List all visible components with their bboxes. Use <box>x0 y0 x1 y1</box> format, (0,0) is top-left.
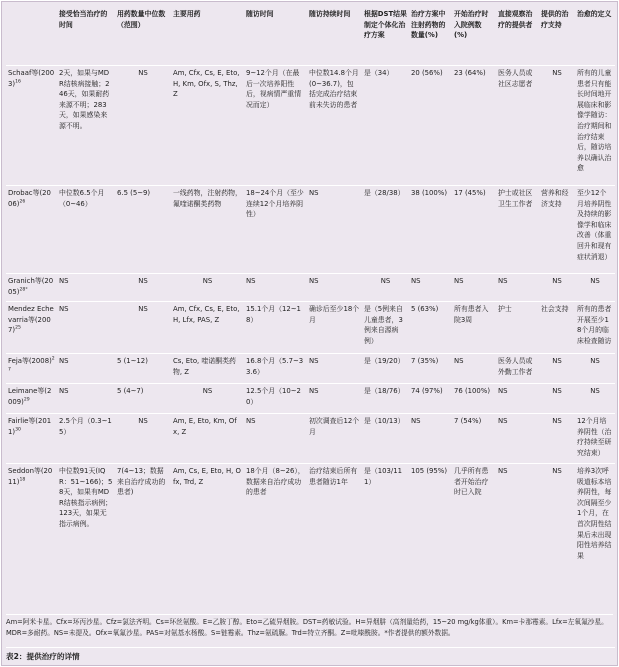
table-cell: 营养和经济支持 <box>541 189 569 208</box>
table-cell: NS <box>309 189 319 197</box>
table-cell: 中位数6.5个月（0~46） <box>59 189 105 208</box>
column-header <box>6 8 57 66</box>
table-cell: 社会支持 <box>541 305 569 313</box>
study-cell <box>6 302 57 354</box>
table-cell: NS <box>138 305 148 313</box>
column-header: 根据DST结果制定个体化治疗方案 <box>364 10 407 40</box>
table-cell: 15.1个月（12~18） <box>246 305 301 324</box>
table-cell: 治疗结束后所有患者随访1年 <box>309 467 358 486</box>
table-row <box>6 302 615 354</box>
reference-number: 26 <box>19 199 26 205</box>
study-name: Drobac等(2006) <box>8 189 51 208</box>
table-cell: NS <box>552 387 562 395</box>
study-name: Schaaf等(2003) <box>8 69 55 88</box>
table-cell: NS <box>246 277 256 285</box>
column-header: 治疗方案中注射药物的数量(%) <box>411 10 446 40</box>
table-cell: 2.5个月（0.3~15） <box>59 417 112 436</box>
study-cell <box>6 384 57 414</box>
column-header: 随访时间 <box>246 10 274 18</box>
table-row <box>6 66 615 186</box>
table-cell: NS <box>498 277 508 285</box>
treatment-details-table <box>6 8 615 576</box>
table-cell: NS <box>411 417 421 425</box>
column-header: 接受恰当治疗的时间 <box>59 10 108 29</box>
table-cell: 确诊后至少18个月 <box>309 305 360 324</box>
table-cell: 所有的患者开展至少18个月的临床检查随访 <box>577 305 612 345</box>
table-cell: NS <box>552 467 562 475</box>
table-cell: NS <box>590 357 600 365</box>
table-cell: 所有的儿童患者只有能长时间地开展临床和影像学随访：治疗期间和治疗结束后，随访培养以确认治愈 <box>577 69 612 173</box>
column-header: 主要用药 <box>173 10 201 18</box>
table-cell: 所有患者入院3周 <box>454 305 489 324</box>
table-cell: NS <box>411 277 421 285</box>
column-header: 随访持续时间 <box>309 10 351 18</box>
table-cell: 74 (97%) <box>411 387 443 395</box>
table-cell: Am, Cfx, Cs, E, Eto, H, Km, Ofx, S, Thz, Z <box>173 69 240 99</box>
table-cell: 105 (95%) <box>411 467 448 475</box>
study-cell <box>6 414 57 464</box>
reference-number: 28* <box>19 287 28 293</box>
table-cell: NS <box>138 417 148 425</box>
study-name: Feja等(2008) <box>8 357 52 365</box>
table-cell: 是（28/38） <box>364 189 405 197</box>
table-cell: 至少12个月培养阴性及持续的影像学和临床改善（体重回升和现有症状消退） <box>577 189 612 261</box>
reference-number: 27 <box>8 356 55 373</box>
table-caption: 表2：提供治疗的详情 <box>6 647 615 663</box>
table-cell: NS <box>309 387 319 395</box>
study-name: Fairlie等(2011) <box>8 417 52 436</box>
study-cell <box>6 274 57 302</box>
table-cell: 医务人员或社区志愿者 <box>498 69 533 88</box>
reference-number: 29 <box>23 397 30 403</box>
table-cell: NS <box>552 417 562 425</box>
study-name: Leimane等(2009) <box>8 387 52 406</box>
study-name: Seddon等(2011) <box>8 467 53 486</box>
table-cell: 6.5 (5~9) <box>117 189 151 197</box>
table-cell: 几乎所有患者开始治疗时已入院 <box>454 467 489 497</box>
table-cell: 5 (63%) <box>411 305 439 313</box>
study-cell <box>6 66 57 186</box>
table-cell: 20 (56%) <box>411 69 443 77</box>
table-cell: 17 (45%) <box>454 189 486 197</box>
column-header: 用药数量中位数（范围） <box>117 10 166 29</box>
table-cell: NS <box>59 387 69 395</box>
table-cell: NS <box>138 69 148 77</box>
table-cell: NS <box>498 417 508 425</box>
table-cell: 培养3次呼吸道标本培养阴性，每次间隔至少1个月，在首次阴性结果后未出现阳性培养结果 <box>577 467 612 560</box>
table-cell: 12.5个月（10~20） <box>246 387 301 406</box>
reference-number: 16 <box>15 79 21 85</box>
table-cell: NS <box>552 357 562 365</box>
column-header: 直接观察治疗的提供者 <box>498 10 533 29</box>
table-cell: 中位数14.8个月(0~36.7)，包括完成治疗结束前未失访的患者 <box>309 69 359 109</box>
table-cell: NS <box>59 277 69 285</box>
table-cell: 是（103/111） <box>364 467 403 486</box>
table-cell: 是（10/13） <box>364 417 405 425</box>
table-cell: 38 (100%) <box>411 189 448 197</box>
study-cell <box>6 186 57 274</box>
reference-number: 25 <box>15 325 21 331</box>
table-cell: NS <box>59 305 69 313</box>
table-cell: 一线药物，注射药物，氟喹诺酮类药物 <box>173 189 242 208</box>
table-cell: NS <box>590 387 600 395</box>
table-cell: NS <box>454 277 464 285</box>
column-header: 开始治疗时入院例数(%) <box>454 10 489 40</box>
table-cell: NS <box>309 357 319 365</box>
table-cell: 是（34） <box>364 69 394 77</box>
column-header: 治愈的定义 <box>577 10 612 18</box>
table-cell: 是（19/20） <box>364 357 405 365</box>
table-cell: 医务人员或外勤工作者 <box>498 357 533 376</box>
study-cell <box>6 354 57 384</box>
table-cell: 5 (1~12) <box>117 357 148 365</box>
table-cell: Am, Cs, E, Eto, H, Ofx, Trd, Z <box>173 467 241 486</box>
table-cell: NS <box>380 277 391 285</box>
table-cell: 护士或社区卫生工作者 <box>498 189 533 208</box>
table-cell: 2天，如果与MDR结核病接触；246天，如果耐药来源不明；283天，如果感染来源不明。 <box>59 69 110 130</box>
table-cell: NS <box>498 467 508 475</box>
table-cell: 是（18/76） <box>364 387 405 395</box>
table-cell: NS <box>246 417 256 425</box>
table-cell: 9~12个月（在最后一次培养阳性后，视病情严重情况而定） <box>246 69 302 109</box>
table-cell: 7 (54%) <box>454 417 482 425</box>
study-name: Mendez Echevarria等(2007) <box>8 305 54 335</box>
table-cell: Am, Cfx, Cs, E, Eto, H, Lfx, PAS, Z <box>173 305 240 324</box>
table-cell: 5 (4~7) <box>117 387 144 395</box>
table-header-row <box>6 8 615 66</box>
table-cell: NS <box>552 69 562 77</box>
table-cell: 12个月培养阴性（治疗持续至研究结束） <box>577 417 612 457</box>
table-cell: 76 (100%) <box>454 387 491 395</box>
table-cell: 18个月（8~26），数据来自治疗成功的患者 <box>246 467 305 497</box>
study-name: Granich等(2005) <box>8 277 54 296</box>
table-cell: 23 (64%) <box>454 69 486 77</box>
table-cell: NS <box>202 387 213 395</box>
study-cell <box>6 464 57 576</box>
table-cell: 中位数91天(IQR：51~166)；58天，如果有MDR结核指示病例；123天，如果无指示病例。 <box>59 467 113 528</box>
table-cell: Cs, Eto, 喹诺酮类药物, Z <box>173 357 236 376</box>
table-row <box>6 186 615 274</box>
table-cell: NS <box>552 277 562 285</box>
table-row <box>6 274 615 302</box>
table-cell: 7(4~13；数据来自治疗成功的患者) <box>117 467 166 497</box>
table-cell: Am, E, Eto, Km, Ofx, Z <box>173 417 237 436</box>
table-cell: 是（5例来自儿童患者，3例来自源病例） <box>364 305 403 345</box>
table-row <box>6 384 615 414</box>
table-panel <box>1 1 618 666</box>
table-cell: 护士 <box>498 305 512 313</box>
table-cell: 7 (35%) <box>411 357 439 365</box>
table-cell: NS <box>498 387 508 395</box>
table-cell: NS <box>309 277 319 285</box>
table-cell: NS <box>202 277 213 285</box>
abbreviation-footnote: Am=阿米卡星。Cfx=环丙沙星。Cfz=氯法齐明。Cs=环丝氨酸。E=乙胺丁醇。Eto=乙硫异烟胺。DST=药敏试验。H=异烟肼（高剂量给药，15~20 mg/kg体重）。Km=卡那霉素。Lfx=左氧氟沙星。MDR=多耐药。NS=未提及。Ofx=氧氟沙星。PAS=对氨基水杨酸。S=链霉素。Thz=氨硫脲。Trd=特立齐酮。Z=吡嗪酰胺。*作者提供的额外数据。 <box>6 614 613 638</box>
column-header: 提供的治疗支持 <box>541 10 569 29</box>
table-cell: NS <box>590 277 600 285</box>
reference-number: 18 <box>19 477 26 483</box>
table-row <box>6 464 615 576</box>
table-cell: NS <box>454 357 464 365</box>
table-row <box>6 354 615 384</box>
reference-number: 30 <box>15 427 21 433</box>
table-row <box>6 414 615 464</box>
table-cell: 16.8个月（5.7~33.6） <box>246 357 304 376</box>
table-cell: 初次调查后12个月 <box>309 417 360 436</box>
table-cell: 18~24个月（至少连续12个月培养阴性） <box>246 189 304 219</box>
table-cell: NS <box>138 277 148 285</box>
table-cell: NS <box>59 357 69 365</box>
